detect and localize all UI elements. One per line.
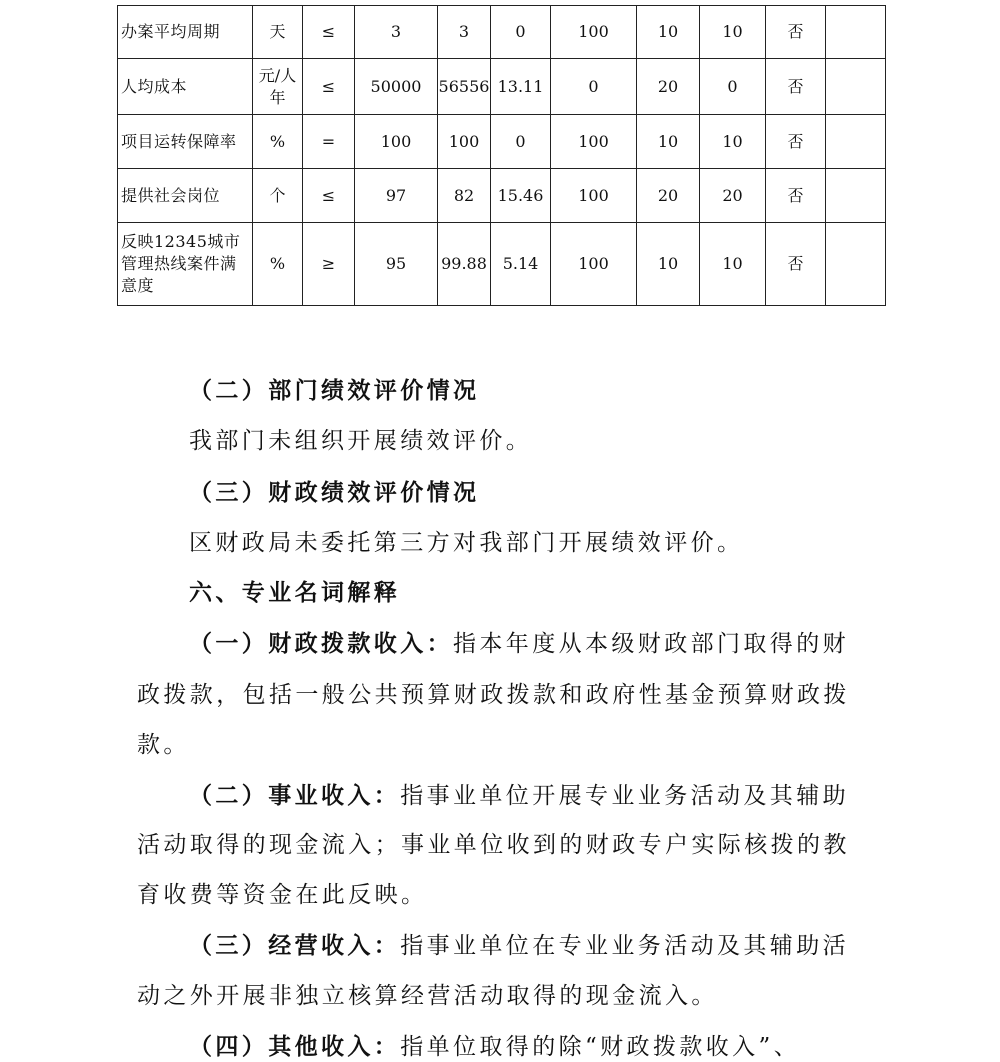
table-cell-target: 3 <box>355 6 438 59</box>
table-cell-dev: 0 <box>491 115 551 169</box>
table-cell-score: 10 <box>700 223 766 306</box>
term-1-heading: （一）财政拨款收入： <box>189 630 453 657</box>
table-cell-op: ≤ <box>303 59 355 115</box>
term-3-line-2: 动之外开展非独立核算经营活动取得的现金流入。 <box>137 983 718 1009</box>
table-cell-name: 提供社会岗位 <box>118 169 253 223</box>
table-cell-rate: 100 <box>551 169 637 223</box>
term-2-line-1 <box>189 783 849 809</box>
table-cell-score: 0 <box>700 59 766 115</box>
table-cell-rate: 0 <box>551 59 637 115</box>
table-cell-unit: 个 <box>253 169 303 223</box>
section-3-body: 区财政局未委托第三方对我部门开展绩效评价。 <box>189 530 744 556</box>
section-3-title: （三）财政绩效评价情况 <box>189 479 480 506</box>
table-cell-target: 95 <box>355 223 438 306</box>
table-cell-name: 项目运转保障率 <box>118 115 253 169</box>
table-cell-actual: 99.88 <box>438 223 491 306</box>
table-row <box>118 115 886 169</box>
term-3-text: 指事业单位在专业业务活动及其辅助活 <box>400 933 850 959</box>
table-cell-op: ≤ <box>303 6 355 59</box>
table-cell-dev: 5.14 <box>491 223 551 306</box>
term-3-heading: （三）经营收入： <box>189 932 401 959</box>
table-cell-score: 10 <box>700 115 766 169</box>
performance-indicator-table <box>117 5 886 306</box>
table-row <box>118 223 886 306</box>
table-cell-name: 反映12345城市管理热线案件满意度 <box>118 223 253 306</box>
table-cell-name: 人均成本 <box>118 59 253 115</box>
table-cell-flag: 否 <box>766 223 826 306</box>
term-4-heading: （四）其他收入： <box>189 1033 401 1060</box>
section-2-body: 我部门未组织开展绩效评价。 <box>189 428 533 454</box>
table-cell-note <box>826 223 886 306</box>
table-cell-weight: 10 <box>637 115 700 169</box>
table-cell-weight: 10 <box>637 6 700 59</box>
table-cell-dev: 0 <box>491 6 551 59</box>
table-cell-rate: 100 <box>551 223 637 306</box>
term-4-line-1 <box>189 1034 800 1060</box>
table-cell-op: ≥ <box>303 223 355 306</box>
table-cell-target: 100 <box>355 115 438 169</box>
table-row <box>118 169 886 223</box>
table-cell-target: 97 <box>355 169 438 223</box>
table-cell-dev: 13.11 <box>491 59 551 115</box>
table-cell-unit: % <box>253 223 303 306</box>
term-2-line-3: 育收费等资金在此反映。 <box>137 882 428 908</box>
section-2-title: （二）部门绩效评价情况 <box>189 377 480 404</box>
table-cell-unit: 天 <box>253 6 303 59</box>
term-1-line-1 <box>189 631 849 657</box>
table-cell-unit: 元/人年 <box>253 59 303 115</box>
table-cell-flag: 否 <box>766 169 826 223</box>
table-cell-flag: 否 <box>766 6 826 59</box>
term-4-text: 指单位取得的除“财政拨款收入”、 <box>400 1034 801 1060</box>
term-1-text: 指本年度从本级财政部门取得的财 <box>453 631 849 657</box>
table-cell-score: 20 <box>700 169 766 223</box>
term-2-heading: （二）事业收入： <box>189 782 401 809</box>
table-cell-note <box>826 115 886 169</box>
term-2-line-2: 活动取得的现金流入；事业单位收到的财政专户实际核拨的教 <box>137 832 850 858</box>
table-cell-weight: 10 <box>637 223 700 306</box>
table-cell-score: 10 <box>700 6 766 59</box>
table-cell-actual: 3 <box>438 6 491 59</box>
term-2-text: 指事业单位开展专业业务活动及其辅助 <box>400 783 850 809</box>
term-1-line-2: 政拨款，包括一般公共预算财政拨款和政府性基金预算财政拨 <box>137 682 850 708</box>
table-cell-weight: 20 <box>637 59 700 115</box>
table-cell-unit: % <box>253 115 303 169</box>
term-1-line-3: 款。 <box>137 732 190 758</box>
table-cell-actual: 56556 <box>438 59 491 115</box>
table-cell-flag: 否 <box>766 59 826 115</box>
table-cell-rate: 100 <box>551 115 637 169</box>
section-6-title: 六、专业名词解释 <box>189 579 401 606</box>
table-cell-dev: 15.46 <box>491 169 551 223</box>
table-cell-note <box>826 169 886 223</box>
table-cell-target: 50000 <box>355 59 438 115</box>
table-row <box>118 59 886 115</box>
term-3-line-1 <box>189 933 849 959</box>
table-cell-actual: 82 <box>438 169 491 223</box>
table-cell-op: = <box>303 115 355 169</box>
table-cell-actual: 100 <box>438 115 491 169</box>
table-cell-flag: 否 <box>766 115 826 169</box>
table-cell-weight: 20 <box>637 169 700 223</box>
table-cell-note <box>826 6 886 59</box>
table-cell-note <box>826 59 886 115</box>
table-cell-name: 办案平均周期 <box>118 6 253 59</box>
table-cell-op: ≤ <box>303 169 355 223</box>
table-row <box>118 6 886 59</box>
table-cell-rate: 100 <box>551 6 637 59</box>
